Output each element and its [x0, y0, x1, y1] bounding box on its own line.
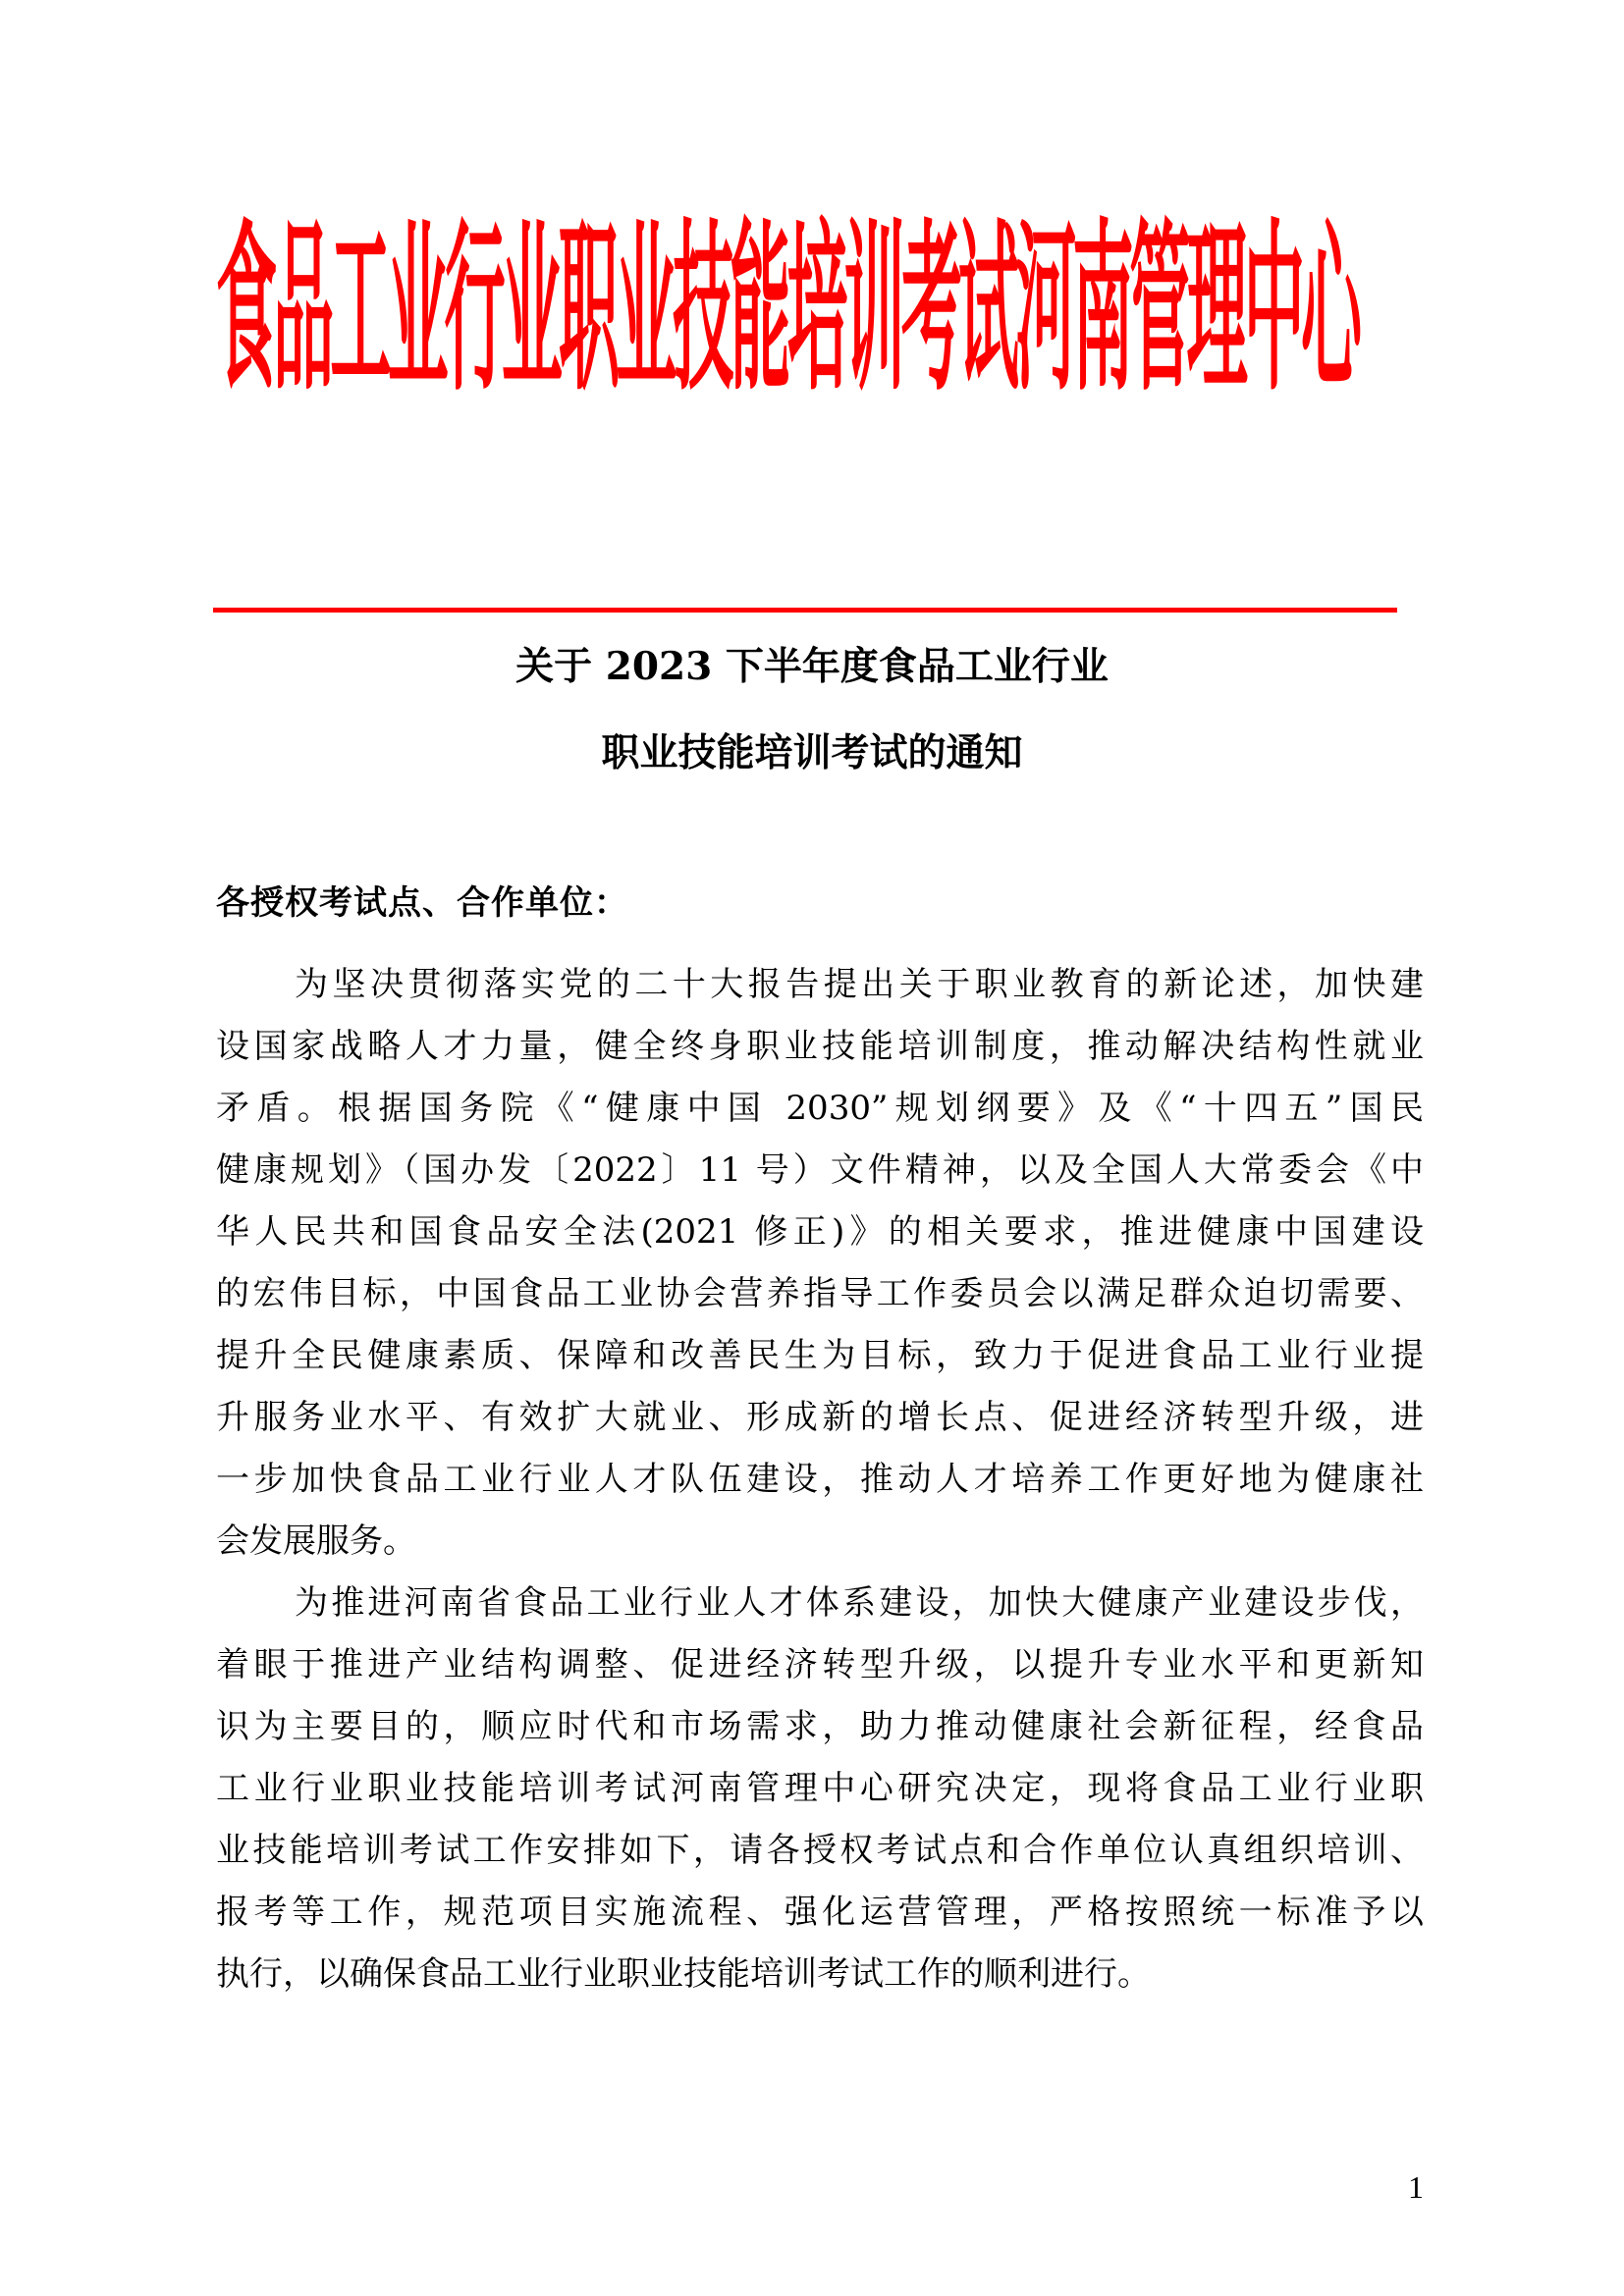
notice-title-line-1: 关于 2023 下半年度食品工业行业 — [515, 644, 1109, 689]
letterhead-char: 试 — [958, 201, 1020, 416]
letterhead-char: 技 — [673, 201, 734, 416]
letterhead-char: 训 — [843, 201, 905, 416]
letterhead-char: 河 — [1015, 201, 1077, 416]
paragraph-1-line: 设国家战略人才力量，健全终身职业技能培训制度，推动解决结构性就业 — [216, 1027, 1424, 1066]
paragraph-1-line: 升服务业水平、有效扩大就业、形成新的增长点、促进经济转型升级，进 — [216, 1398, 1424, 1437]
paragraph-2-line: 着眼于推进产业结构调整、促进经济转型升级，以提升专业水平和更新知 — [216, 1645, 1424, 1684]
paragraph-1-line: 矛盾。根据国务院《“健康中国 2030”规划纲要》及《“十四五”国民 — [216, 1089, 1424, 1128]
paragraph-2-line: 报考等工作，规范项目实施流程、强化运营管理，严格按照统一标准予以 — [216, 1893, 1424, 1932]
paragraph-1-line: 为坚决贯彻落实党的二十大报告提出关于职业教育的新论述，加快建 — [295, 965, 1424, 1004]
org-letterhead-title — [216, 201, 1362, 416]
letterhead-char: 职 — [558, 201, 620, 416]
paragraph-1-line: 会发展服务。 — [216, 1522, 416, 1561]
paragraph-2-line: 业技能培训考试工作安排如下，请各授权考试点和合作单位认真组织培训、 — [216, 1831, 1424, 1870]
salutation: 各授权考试点、合作单位： — [216, 883, 628, 923]
paragraph-2-line: 工业行业职业技能培训考试河南管理中心研究决定，现将食品工业行业职 — [216, 1769, 1424, 1808]
paragraph-1-line: 提升全民健康素质、保障和改善民生为目标，致力于促进食品工业行业提 — [216, 1336, 1424, 1375]
paragraph-1-line: 的宏伟目标，中国食品工业协会营养指导工作委员会以满足群众迫切需要、 — [216, 1274, 1424, 1313]
paragraph-1-line: 一步加快食品工业行业人才队伍建设，推动人才培养工作更好地为健康社 — [216, 1460, 1424, 1499]
letterhead-char: 业 — [616, 201, 677, 416]
letterhead-char: 心 — [1300, 201, 1362, 416]
letterhead-char: 管 — [1129, 201, 1191, 416]
paragraph-2-line: 为推进河南省食品工业行业人才体系建设，加快大健康产业建设步伐， — [295, 1583, 1424, 1623]
letterhead-char: 南 — [1072, 201, 1134, 416]
letterhead-char: 培 — [786, 201, 848, 416]
paragraph-2-line: 识为主要目的，顺应时代和市场需求，助力推动健康社会新征程，经食品 — [216, 1707, 1424, 1746]
page-number: 1 — [1408, 2169, 1424, 2205]
letterhead-char: 考 — [900, 201, 962, 416]
notice-title-line-2: 职业技能培训考试的通知 — [601, 730, 1023, 775]
paragraph-1-line: 健康规划》（国办发〔2022〕11 号）文件精神，以及全国人大常委会《中 — [216, 1150, 1424, 1190]
letterhead-char: 中 — [1243, 201, 1305, 416]
letterhead-char: 理 — [1186, 201, 1248, 416]
letterhead-char: 食 — [216, 201, 278, 416]
letterhead-char: 能 — [730, 201, 791, 416]
paragraph-2-line: 执行，以确保食品工业行业职业技能培训考试工作的顺利进行。 — [216, 1954, 1151, 1994]
letterhead-char: 业 — [387, 201, 449, 416]
paragraph-1-line: 华人民共和国食品安全法(2021 修正)》的相关要求，推进健康中国建设 — [216, 1212, 1424, 1252]
letterhead-divider — [213, 608, 1397, 613]
letterhead-char: 品 — [273, 201, 335, 416]
letterhead-char: 业 — [501, 201, 563, 416]
letterhead-char: 行 — [444, 201, 506, 416]
letterhead-char: 工 — [330, 201, 392, 416]
